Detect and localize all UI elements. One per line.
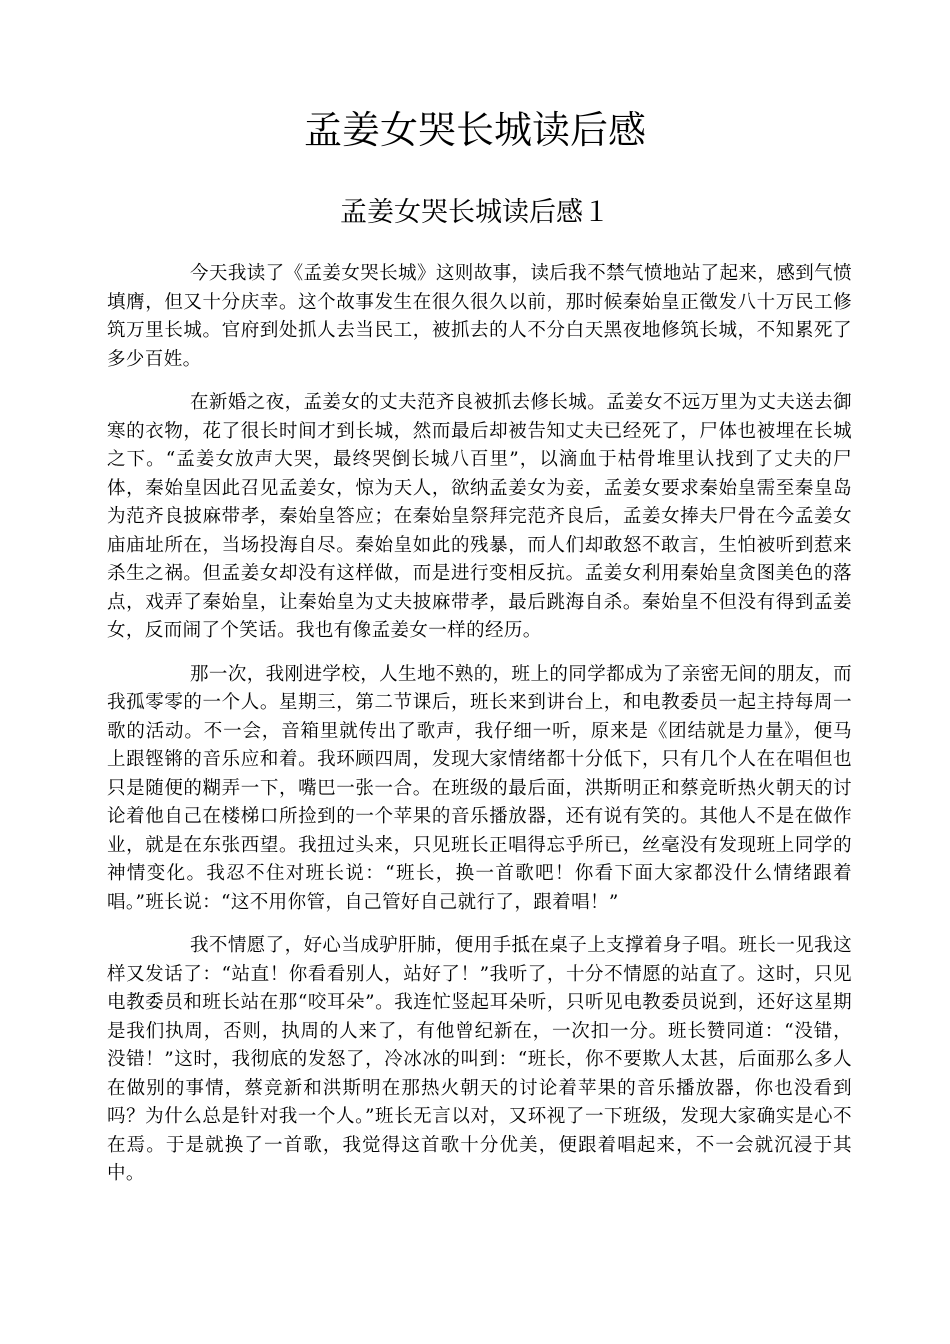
paragraph: 在新婚之夜，孟姜女的丈夫范齐良被抓去修长城。孟姜女不远万里为丈夫送去御寒的衣物，花了很长时间才到长城，然而最后却被告知丈夫已经死了，尸体也被埋在长城之下。“孟姜女放声大哭，最终哭倒长城八百里”，以滴血于枯骨堆里认找到了丈夫的尸体，秦始皇因此召见孟姜女，惊为天人，欲纳孟姜女为妾，孟姜女要求秦始皇需至秦皇岛为范齐良披麻带孝，秦始皇答应；在秦始皇祭拜完范齐良后，孟姜女捧夫尸骨在今孟姜女庙庙址所在，当场投海自尽。秦始皇如此的残暴，而人们却敢怒不敢言，生怕被听到惹来杀生之祸。但孟姜女却没有这样做，而是进行变相反抗。孟姜女利用秦始皇贪图美色的落点，戏弄了秦始皇，让秦始皇为丈夫披麻带孝，最后跳海自杀。秦始皇不但没有得到孟姜女，反而闹了个笑话。我也有像孟姜女一样的经历。 (107, 392, 852, 641)
paragraph: 今天我读了《孟姜女哭长城》这则故事，读后我不禁气愤地站了起来，感到气愤填膺，但又十分庆幸。这个故事发生在很久很久以前，那时候秦始皇正徵发八十万民工修筑万里长城。官府到处抓人去当民工，被抓去的人不分白天黑夜地修筑长城，不知累死了多少百姓。 (107, 263, 852, 370)
document-subtitle: 孟姜女哭长城读后感１ (340, 197, 610, 228)
paragraph: 我不情愿了，好心当成驴肝肺，便用手抵在桌子上支撑着身子唱。班长一见我这样又发话了：“站直！你看看别人，站好了！”我听了，十分不情愿的站直了。这时，只见电教委员和班长站在那“咬耳朵”。我连忙竖起耳朵听，只听见电教委员说到，还好这星期是我们执周，否则，执周的人来了，有他曾纪新在，一次扣一分。班长赞同道：“没错，没错！”这时，我彻底的发怒了，冷冰冰的叫到：“班长，你不要欺人太甚，后面那么多人在做别的事情，蔡竞新和洪斯明在那热火朝天的讨论着苹果的音乐播放器，你也没看到吗？为什么总是针对我一个人。”班长无言以对，又环视了一下班级，发现大家确实是心不在焉。于是就换了一首歌，我觉得这首歌十分优美，便跟着唱起来，不一会就沉浸于其中。 (107, 935, 852, 1184)
paragraph: 那一次，我刚进学校，人生地不熟的，班上的同学都成为了亲密无间的朋友，而我孤零零的一个人。星期三，第二节课后，班长来到讲台上，和电教委员一起主持每周一歌的活动。不一会，音箱里就传出了歌声，我仔细一听，原来是《团结就是力量》，便马上跟铿锵的音乐应和着。我环顾四周，发现大家情绪都十分低下，只有几个人在在唱但也只是随便的糊弄一下，嘴巴一张一合。在班级的最后面，洪斯明正和蔡竞昕热火朝天的讨论着他自己在楼梯口所捡到的一个苹果的音乐播放器，还有说有笑的。其他人不是在做作业，就是在东张西望。我扭过头来，只见班长正唱得忘乎所已，丝毫没有发现班上同学的神情变化。我忍不住对班长说：“班长，换一首歌吧！你看下面大家都没什么情绪跟着唱。”班长说：“这不用你管，自己管好自己就行了，跟着唱！” (107, 663, 852, 913)
document-title: 孟姜女哭长城读后感 (303, 108, 646, 152)
document-body (107, 260, 852, 1204)
